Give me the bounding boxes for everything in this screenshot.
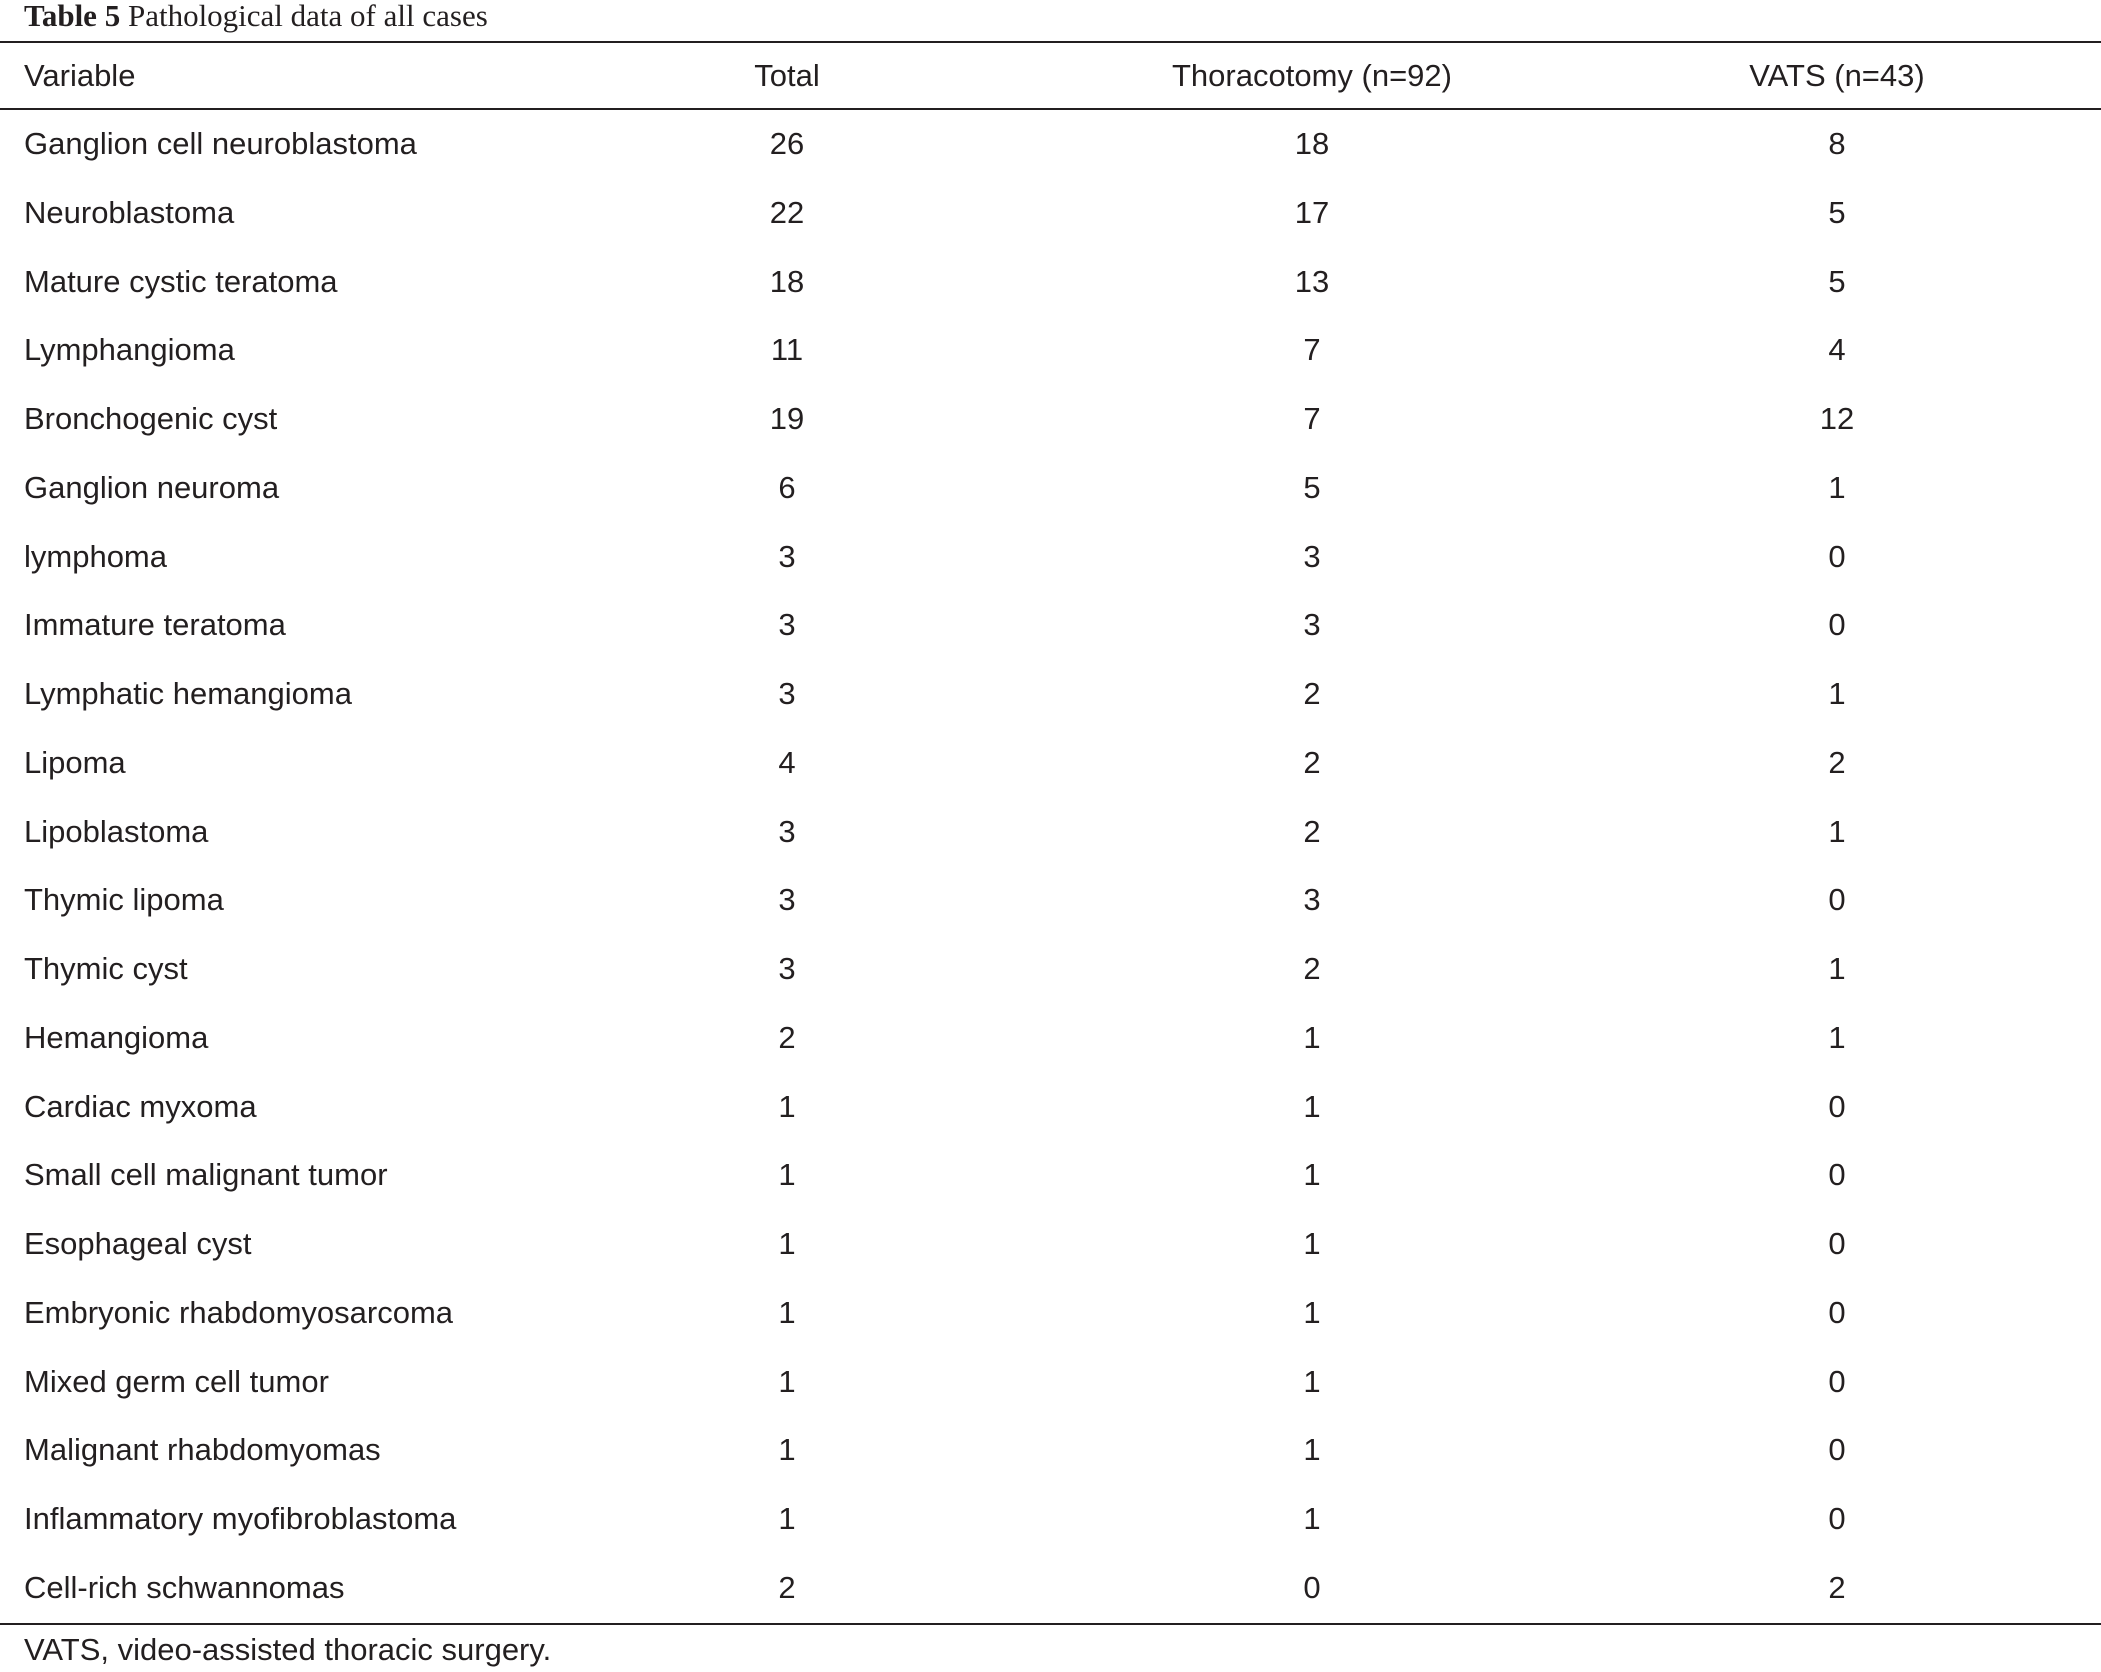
cell-thoracotomy: 7 [1303, 401, 1321, 436]
cell-total: 3 [778, 951, 796, 986]
cell-variable: Lymphangioma [24, 332, 235, 368]
cell-vats: 0 [1828, 1432, 1846, 1468]
cell-thoracotomy: 2 [1303, 951, 1321, 986]
cell-total: 11 [770, 332, 804, 368]
cell-total: 1 [778, 1157, 796, 1193]
cell-thoracotomy: 2 [1303, 744, 1321, 780]
cell-vats: 0 [1828, 882, 1846, 918]
cell-vats: 2 [1828, 1569, 1846, 1605]
cell-total: 1 [778, 1088, 796, 1124]
cell-total: 22 [769, 194, 805, 230]
cell-total: 3 [778, 882, 796, 918]
table-row [0, 1006, 2101, 1070]
cell-total: 3 [778, 813, 796, 849]
cell-thoracotomy: 1 [1303, 1019, 1321, 1055]
cell-vats: 1 [1828, 469, 1846, 505]
cell-variable: Lipoblastoma [24, 813, 209, 849]
cell-thoracotomy: 17 [1294, 194, 1330, 230]
cell-total: 26 [769, 126, 805, 161]
table-row [0, 1350, 2101, 1414]
cell-vats: 0 [1828, 607, 1846, 643]
header-thoracotomy: Thoracotomy (n=92) [1172, 58, 1452, 93]
table-row [0, 1556, 2101, 1620]
cell-vats: 0 [1828, 538, 1846, 574]
table-caption-text: Pathological data of all cases [127, 0, 488, 33]
table-header-row [0, 44, 2101, 108]
table-row [0, 181, 2101, 245]
cell-variable: Thymic cyst [24, 951, 188, 986]
cell-thoracotomy: 1 [1303, 1294, 1321, 1330]
table-row [0, 1212, 2101, 1276]
table-row [0, 250, 2101, 314]
table-row [0, 112, 2101, 176]
table-caption [24, 0, 488, 40]
cell-vats: 0 [1828, 1294, 1846, 1330]
cell-thoracotomy: 3 [1303, 607, 1321, 643]
cell-total: 1 [778, 1226, 796, 1261]
cell-variable: Mature cystic teratoma [24, 263, 338, 299]
table-row [0, 868, 2101, 932]
cell-vats: 0 [1828, 1226, 1846, 1261]
cell-thoracotomy: 1 [1303, 1363, 1321, 1399]
cell-total: 1 [778, 1363, 796, 1399]
cell-vats: 0 [1828, 1157, 1846, 1193]
cell-variable: Lymphatic hemangioma [24, 676, 352, 711]
cell-thoracotomy: 1 [1303, 1157, 1321, 1193]
cell-total: 4 [778, 744, 796, 780]
cell-total: 3 [778, 538, 796, 574]
cell-total: 19 [769, 401, 805, 436]
table-row [0, 525, 2101, 589]
cell-vats: 1 [1828, 676, 1846, 711]
table-row [0, 1075, 2101, 1139]
cell-vats: 12 [1819, 401, 1855, 436]
cell-vats: 1 [1828, 951, 1846, 986]
cell-variable: Bronchogenic cyst [24, 401, 278, 436]
cell-thoracotomy: 1 [1303, 1226, 1321, 1261]
cell-total: 1 [778, 1501, 796, 1536]
cell-variable: Inflammatory myofibroblastoma [24, 1501, 457, 1536]
cell-vats: 1 [1828, 1019, 1846, 1055]
cell-variable: Embryonic rhabdomyosarcoma [24, 1294, 454, 1330]
table-top-rule [0, 41, 2101, 43]
table-row [0, 731, 2101, 795]
cell-variable: Neuroblastoma [24, 194, 235, 230]
table-row [0, 800, 2101, 864]
cell-total: 3 [778, 607, 796, 643]
cell-variable: Ganglion neuroma [24, 469, 280, 505]
cell-vats: 5 [1828, 263, 1846, 299]
table-row [0, 318, 2101, 382]
cell-total: 3 [778, 676, 796, 711]
cell-variable: Lipoma [24, 744, 126, 780]
cell-thoracotomy: 1 [1303, 1432, 1321, 1468]
cell-variable: Cardiac myxoma [24, 1088, 257, 1124]
cell-thoracotomy: 5 [1303, 469, 1321, 505]
cell-thoracotomy: 2 [1303, 813, 1321, 849]
table-row [0, 387, 2101, 451]
table-row [0, 1418, 2101, 1482]
cell-total: 2 [778, 1569, 796, 1605]
cell-thoracotomy: 0 [1303, 1569, 1321, 1605]
cell-vats: 2 [1828, 744, 1846, 780]
cell-total: 6 [778, 469, 796, 505]
cell-vats: 0 [1828, 1363, 1846, 1399]
cell-variable: Cell-rich schwannomas [24, 1569, 345, 1605]
table-row [0, 937, 2101, 1001]
cell-vats: 5 [1828, 194, 1846, 230]
cell-total: 18 [769, 263, 805, 299]
cell-vats: 8 [1828, 126, 1846, 161]
header-variable: Variable [24, 58, 136, 93]
cell-thoracotomy: 18 [1294, 126, 1330, 161]
cell-vats: 1 [1828, 813, 1846, 849]
cell-vats: 4 [1828, 332, 1846, 368]
header-vats: VATS (n=43) [1749, 58, 1925, 93]
table-bottom-rule [0, 1623, 2101, 1625]
header-total: Total [754, 58, 820, 93]
table-caption-label: Table 5 [24, 0, 121, 33]
cell-vats: 0 [1828, 1501, 1846, 1536]
cell-thoracotomy: 1 [1303, 1088, 1321, 1124]
cell-variable: lymphoma [24, 538, 167, 574]
cell-thoracotomy: 3 [1303, 882, 1321, 918]
cell-variable: Thymic lipoma [24, 882, 224, 918]
cell-thoracotomy: 1 [1303, 1501, 1321, 1536]
table-row [0, 1281, 2101, 1345]
table-row [0, 456, 2101, 520]
cell-thoracotomy: 2 [1303, 676, 1321, 711]
cell-thoracotomy: 13 [1294, 263, 1330, 299]
cell-total: 1 [778, 1432, 796, 1468]
cell-total: 2 [778, 1019, 796, 1055]
cell-vats: 0 [1828, 1088, 1846, 1124]
table-row [0, 593, 2101, 657]
cell-thoracotomy: 7 [1303, 332, 1321, 368]
cell-variable: Esophageal cyst [24, 1226, 252, 1261]
cell-variable: Small cell malignant tumor [24, 1157, 388, 1193]
cell-variable: Malignant rhabdomyomas [24, 1432, 381, 1468]
table-row [0, 1487, 2101, 1551]
cell-total: 1 [778, 1294, 796, 1330]
cell-variable: Immature teratoma [24, 607, 286, 643]
cell-thoracotomy: 3 [1303, 538, 1321, 574]
cell-variable: Hemangioma [24, 1019, 209, 1055]
cell-variable: Ganglion cell neuroblastoma [24, 126, 417, 161]
table-row [0, 1143, 2101, 1207]
table-footnote: VATS, video-assisted thoracic surgery. [24, 1632, 552, 1667]
table-header-rule [0, 108, 2101, 110]
table-row [0, 662, 2101, 726]
cell-variable: Mixed germ cell tumor [24, 1363, 329, 1399]
